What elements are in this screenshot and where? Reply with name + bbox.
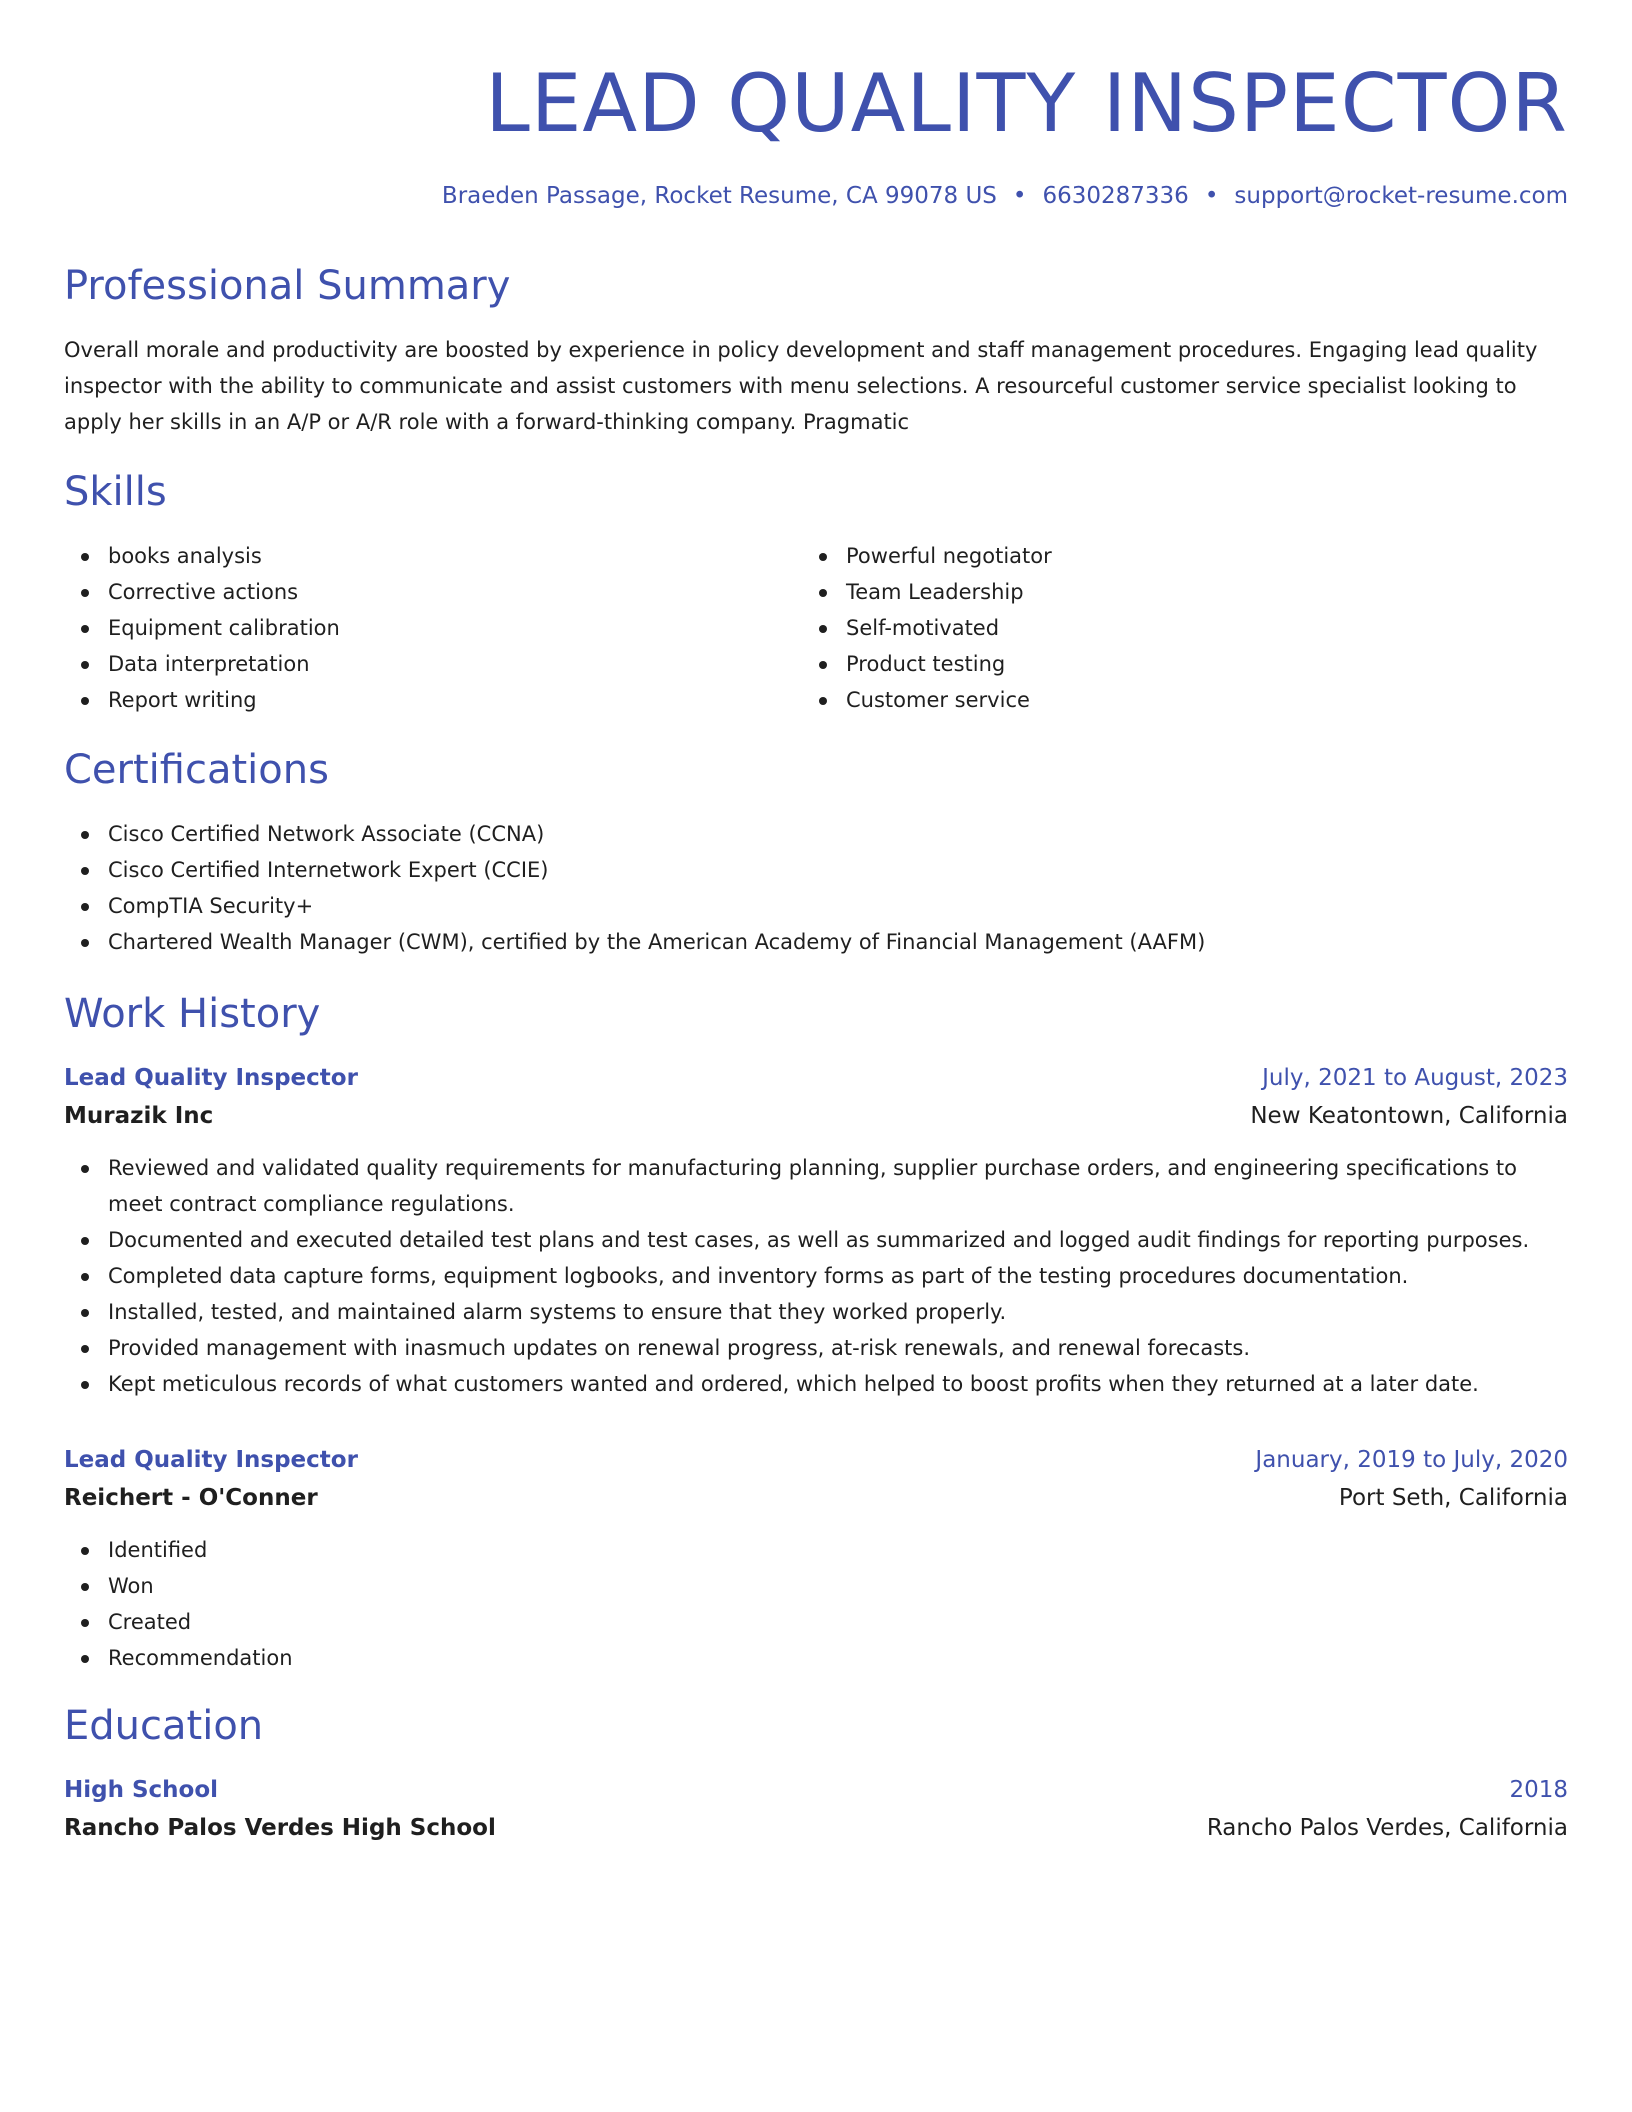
skill-item: Report writing bbox=[64, 682, 802, 718]
job-duty-item: Kept meticulous records of what customers wanted and ordered, which helped to boost profits when they returned at a later date. bbox=[64, 1366, 1568, 1402]
summary-heading: Professional Summary bbox=[64, 263, 511, 309]
education-entry bbox=[64, 1772, 1568, 1848]
skills-grid bbox=[64, 538, 1568, 718]
job-duty-item: Identified bbox=[64, 1532, 1568, 1568]
certification-item: Cisco Certified Internetwork Expert (CCIE) bbox=[64, 852, 1568, 888]
education-heading: Education bbox=[64, 1703, 264, 1749]
job-duty-item: Created bbox=[64, 1604, 1568, 1640]
job-duty-item: Won bbox=[64, 1568, 1568, 1604]
job-dates: January, 2019 to July, 2020 bbox=[1255, 1447, 1568, 1473]
skills-column-right bbox=[802, 538, 1540, 718]
skill-item: Self-motivated bbox=[802, 610, 1540, 646]
job-location: Port Seth, California bbox=[1338, 1485, 1568, 1511]
contact-email[interactable]: support@rocket-resume.com bbox=[1234, 183, 1568, 209]
education-school: Rancho Palos Verdes High School bbox=[64, 1815, 496, 1841]
job-duties-list bbox=[64, 1532, 1568, 1676]
certification-item: Chartered Wealth Manager (CWM), certified by the American Academy of Financial Management (AAFM) bbox=[64, 924, 1568, 960]
contact-separator: • bbox=[1204, 183, 1219, 209]
summary-section bbox=[64, 262, 1568, 440]
job-duty-item: Installed, tested, and maintained alarm systems to ensure that they worked properly. bbox=[64, 1294, 1568, 1330]
skill-item: Corrective actions bbox=[64, 574, 802, 610]
contact-address: Braeden Passage, Rocket Resume, CA 99078 US bbox=[441, 183, 997, 209]
job-company: Reichert - O'Conner bbox=[64, 1485, 318, 1511]
job-title: Lead Quality Inspector bbox=[64, 1065, 358, 1091]
job-duty-item: Reviewed and validated quality requirements for manufacturing planning, supplier purchase orders, and engineering specifications to meet contract compliance regulations. bbox=[64, 1150, 1568, 1222]
skill-item: Powerful negotiator bbox=[802, 538, 1540, 574]
contact-info bbox=[442, 180, 1568, 212]
education-degree: High School bbox=[64, 1777, 219, 1803]
work-history-section bbox=[64, 990, 1568, 1676]
work-history-heading: Work History bbox=[64, 991, 321, 1037]
skill-item: Team Leadership bbox=[802, 574, 1540, 610]
contact-phone: 6630287336 bbox=[1042, 183, 1189, 209]
education-section bbox=[64, 1702, 1568, 1848]
summary-text: Overall morale and productivity are boosted by experience in policy development and staff management procedures. Engaging lead quality inspector with the ability to communicate and assist customers with menu selections. A resourceful customer service specialist looking to apply her skills in an A/P or A/R role with a forward-thinking company. Pragmatic bbox=[64, 338, 1538, 434]
job-duty-item: Provided management with inasmuch updates on renewal progress, at-risk renewals, and renewal forecasts. bbox=[64, 1330, 1568, 1366]
resume-title: LEAD QUALITY INSPECTOR bbox=[485, 57, 1568, 150]
skill-item: Customer service bbox=[802, 682, 1540, 718]
job-duties-list bbox=[64, 1150, 1568, 1402]
certification-item: Cisco Certified Network Associate (CCNA) bbox=[64, 816, 1568, 852]
job-title: Lead Quality Inspector bbox=[64, 1447, 358, 1473]
job-location: New Keatontown, California bbox=[1250, 1103, 1568, 1129]
job-entry bbox=[64, 1060, 1568, 1402]
job-duty-item: Completed data capture forms, equipment logbooks, and inventory forms as part of the testing procedures documentation. bbox=[64, 1258, 1568, 1294]
skills-column-left bbox=[64, 538, 802, 718]
skill-item: Equipment calibration bbox=[64, 610, 802, 646]
education-location: Rancho Palos Verdes, California bbox=[1206, 1815, 1568, 1841]
certifications-heading: Certifications bbox=[64, 747, 329, 793]
skills-section bbox=[64, 468, 1568, 718]
skills-heading: Skills bbox=[64, 469, 167, 515]
job-entry bbox=[64, 1442, 1568, 1676]
certifications-list bbox=[64, 816, 1568, 960]
job-duty-item: Recommendation bbox=[64, 1640, 1568, 1676]
certification-item: CompTIA Security+ bbox=[64, 888, 1568, 924]
skill-item: Product testing bbox=[802, 646, 1540, 682]
contact-separator: • bbox=[1012, 183, 1027, 209]
education-year: 2018 bbox=[1509, 1777, 1568, 1803]
job-dates: July, 2021 to August, 2023 bbox=[1262, 1065, 1568, 1091]
skill-item: books analysis bbox=[64, 538, 802, 574]
certifications-section bbox=[64, 746, 1568, 960]
skill-item: Data interpretation bbox=[64, 646, 802, 682]
job-company: Murazik Inc bbox=[64, 1103, 214, 1129]
job-duty-item: Documented and executed detailed test plans and test cases, as well as summarized and logged audit findings for reporting purposes. bbox=[64, 1222, 1568, 1258]
